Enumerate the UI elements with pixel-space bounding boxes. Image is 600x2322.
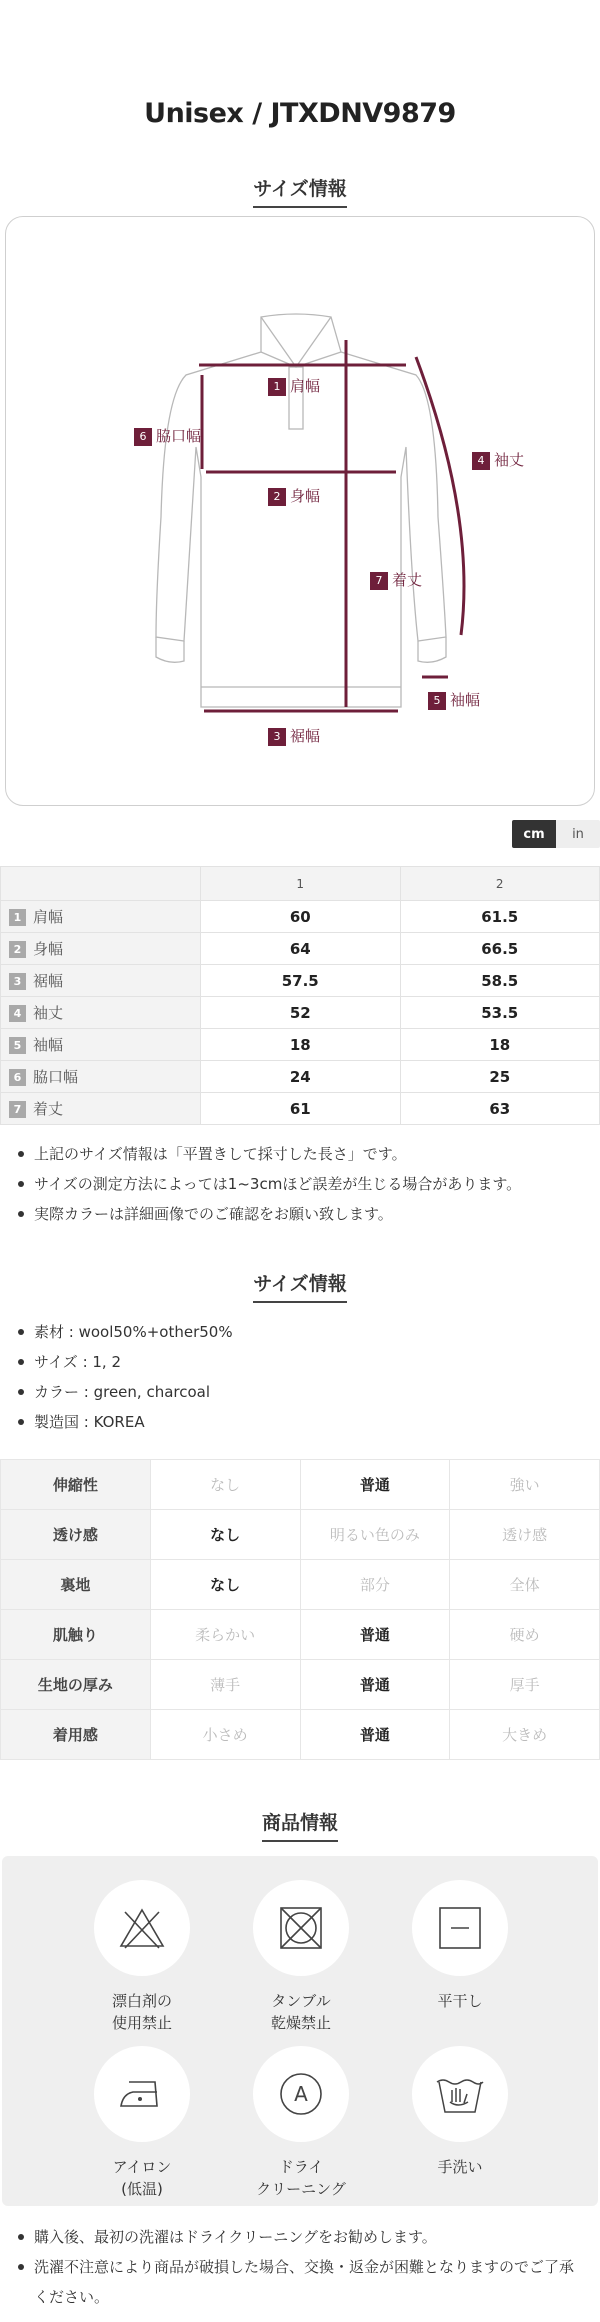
feel-label: 透け感 [1, 1510, 151, 1560]
care-heading [0, 1808, 600, 1842]
size-info-heading [0, 174, 600, 208]
table-row [1, 1710, 600, 1760]
table-row [1, 933, 600, 965]
size-value: 18 [201, 1029, 401, 1061]
size-table [0, 866, 600, 1125]
feel-option: 全体 [450, 1560, 600, 1610]
diagram-num-badge: 6 [134, 428, 152, 446]
care-notes [0, 2206, 600, 2322]
fabric-feel-table [0, 1459, 600, 1760]
care-item [62, 1880, 222, 2034]
feel-label: 肌触り [1, 1610, 151, 1660]
row-label: 6 脇口幅 [1, 1061, 201, 1093]
care-item [221, 2046, 381, 2200]
no-bleach-icon [94, 1880, 190, 1976]
size-diagram [5, 216, 595, 806]
size-info-heading-text: サイズ情報 [253, 174, 346, 208]
row-label: 7 着丈 [1, 1093, 201, 1125]
feel-option-selected: なし [150, 1510, 300, 1560]
size-value: 64 [201, 933, 401, 965]
table-row [1, 1610, 600, 1660]
size-column-header: 1 [201, 867, 401, 901]
size-table-corner [1, 867, 201, 901]
list-item: サイズの測定方法によっては1~3cmほど誤差が生じる場合があります。 [18, 1169, 600, 1199]
list-item: サイズ : 1, 2 [18, 1347, 600, 1377]
table-row [1, 997, 600, 1029]
iron-low-icon [94, 2046, 190, 2142]
row-num-badge: 4 [9, 1005, 26, 1022]
table-row [1, 1460, 600, 1510]
row-label: 2 身幅 [1, 933, 201, 965]
feel-option-selected: 普通 [300, 1710, 450, 1760]
unit-toggle [0, 806, 600, 866]
diagram-label-total-length: 7 着丈 [370, 569, 422, 590]
list-item: 素材 : wool50%+other50% [18, 1317, 600, 1347]
size-table-header [1, 867, 600, 901]
flat-dry-icon [412, 1880, 508, 1976]
diagram-num-badge: 4 [472, 452, 490, 470]
list-item: 上記のサイズ情報は「平置きして採寸した長さ」です。 [18, 1139, 600, 1169]
shirt-illustration [6, 217, 596, 807]
diagram-label-sleeve-width: 5 袖幅 [428, 689, 480, 710]
table-row [1, 1560, 600, 1610]
care-symbols-panel [2, 1856, 598, 2206]
list-item: 洗濯不注意により商品が破損した場合、交換・返金が困難となりますのでご了承ください。 [18, 2252, 582, 2312]
care-label: ドライ クリーニング [256, 2158, 346, 2198]
feel-option: 強い [450, 1460, 600, 1510]
care-label: 平干し [437, 1992, 483, 2010]
care-label: タンブル 乾燥禁止 [270, 1992, 331, 2032]
size-value: 53.5 [400, 997, 600, 1029]
table-row [1, 1029, 600, 1061]
unit-cm-button[interactable]: cm [512, 820, 556, 848]
dry-clean-symbol: A [294, 2082, 308, 2106]
row-num-badge: 6 [9, 1069, 26, 1086]
unit-in-button[interactable]: in [556, 820, 600, 848]
size-value: 66.5 [400, 933, 600, 965]
diagram-num-badge: 1 [268, 378, 286, 396]
size-column-header: 2 [400, 867, 600, 901]
feel-option-selected: 普通 [300, 1610, 450, 1660]
spec-heading-text: サイズ情報 [253, 1269, 346, 1303]
feel-option: 小さめ [150, 1710, 300, 1760]
row-label: 3 裾幅 [1, 965, 201, 997]
size-value: 25 [400, 1061, 600, 1093]
list-item: カラー : green, charcoal [18, 1377, 600, 1407]
table-row [1, 1510, 600, 1560]
feel-option: 大きめ [450, 1710, 600, 1760]
row-num-badge: 1 [9, 909, 26, 926]
feel-option-selected: なし [150, 1560, 300, 1610]
row-num-badge: 5 [9, 1037, 26, 1054]
size-value: 58.5 [400, 965, 600, 997]
size-value: 57.5 [201, 965, 401, 997]
size-value: 61.5 [400, 901, 600, 933]
diagram-num-badge: 2 [268, 488, 286, 506]
hand-wash-icon [412, 2046, 508, 2142]
feel-option: 透け感 [450, 1510, 600, 1560]
diagram-num-badge: 5 [428, 692, 446, 710]
feel-label: 裏地 [1, 1560, 151, 1610]
spec-list [0, 1311, 600, 1437]
row-label: 4 袖丈 [1, 997, 201, 1029]
diagram-num-badge: 3 [268, 728, 286, 746]
row-label: 5 袖幅 [1, 1029, 201, 1061]
list-item: 製造国 : KOREA [18, 1407, 600, 1437]
diagram-num-badge: 7 [370, 572, 388, 590]
size-value: 60 [201, 901, 401, 933]
size-value: 61 [201, 1093, 401, 1125]
spec-heading [0, 1269, 600, 1303]
feel-option: 明るい色のみ [300, 1510, 450, 1560]
row-num-badge: 3 [9, 973, 26, 990]
diagram-label-sleeve-length: 4 袖丈 [472, 449, 524, 470]
table-row [1, 965, 600, 997]
care-item [62, 2046, 222, 2200]
size-value: 63 [400, 1093, 600, 1125]
care-label: 手洗い [437, 2158, 483, 2176]
size-value: 24 [201, 1061, 401, 1093]
feel-option-selected: 普通 [300, 1460, 450, 1510]
care-label: 漂白剤の 使用禁止 [111, 1992, 172, 2032]
care-heading-text: 商品情報 [262, 1808, 338, 1842]
feel-option: 部分 [300, 1560, 450, 1610]
row-num-badge: 2 [9, 941, 26, 958]
feel-option-selected: 普通 [300, 1660, 450, 1710]
product-title: Unisex / JTXDNV9879 [144, 98, 456, 129]
size-value: 18 [400, 1029, 600, 1061]
row-label: 1 肩幅 [1, 901, 201, 933]
no-tumble-dry-icon [253, 1880, 349, 1976]
list-item: 購入後、最初の洗濯はドライクリーニングをお勧めします。 [18, 2222, 582, 2252]
diagram-label-chest-width: 2 身幅 [268, 485, 320, 506]
table-row [1, 1061, 600, 1093]
feel-option: 硬め [450, 1610, 600, 1660]
feel-label: 着用感 [1, 1710, 151, 1760]
care-item [380, 2046, 540, 2178]
care-item [221, 1880, 381, 2034]
diagram-label-hem-width: 3 裾幅 [268, 725, 320, 746]
feel-option: 薄手 [150, 1660, 300, 1710]
list-item: 実際カラーは詳細画像でのご確認をお願い致します。 [18, 1199, 600, 1229]
diagram-label-shoulder-width: 1 肩幅 [268, 375, 320, 396]
care-label: アイロン (低温) [112, 2158, 172, 2198]
feel-label: 伸縮性 [1, 1460, 151, 1510]
diagram-label-armhole-width: 6 脇口幅 [134, 425, 201, 446]
table-row [1, 1660, 600, 1710]
care-item [380, 1880, 540, 2012]
dry-clean-icon [253, 2046, 349, 2142]
row-num-badge: 7 [9, 1101, 26, 1118]
size-notes [0, 1125, 600, 1229]
feel-option: 厚手 [450, 1660, 600, 1710]
feel-option: 柔らかい [150, 1610, 300, 1660]
feel-option: なし [150, 1460, 300, 1510]
feel-label: 生地の厚み [1, 1660, 151, 1710]
table-row [1, 1093, 600, 1125]
size-value: 52 [201, 997, 401, 1029]
table-row [1, 901, 600, 933]
